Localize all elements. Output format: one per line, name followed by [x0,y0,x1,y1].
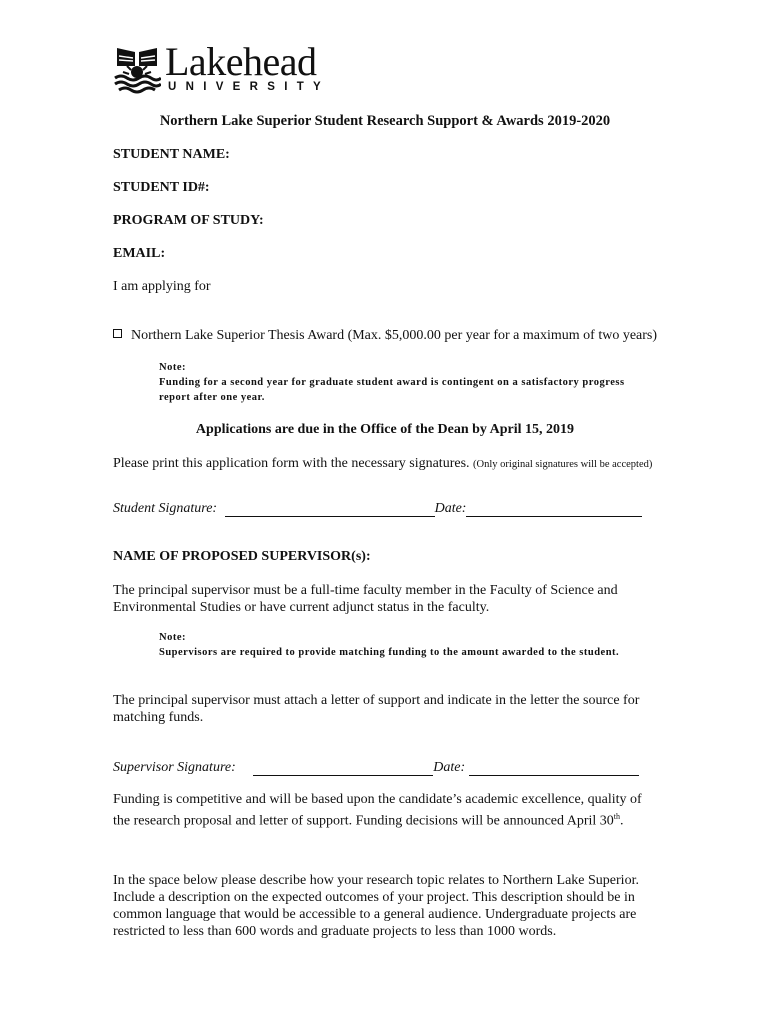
student-signature-label: Student Signature: [113,501,218,516]
award-option-label: Northern Lake Superior Thesis Award (Max. $5,000.00 per year for a maximum of two years) [131,328,658,343]
print-instruction-main: Please print this application form with the necessary signatures. [113,456,470,471]
award-option [113,327,673,344]
university-logo [113,39,333,98]
funding-superscript: th [613,812,621,821]
supervisor-signature-row [113,759,639,776]
supervisor-signature-line[interactable] [253,761,433,776]
funding-text: Funding is competitive and will be based upon the candidate’s academic excellence, quality of the research proposal and letter of support. Funding decisions will be announced April 30 [113,792,642,829]
supervisor-date-label: Date: [433,760,466,775]
email-label: EMAIL: [113,246,166,261]
supervisor-requirement: The principal supervisor must be a full-time faculty member in the Faculty of Science and Environmental Studies or have current adjunct status in the faculty. [113,583,618,615]
note-heading: Note: [159,362,186,373]
note-heading: Note: [159,632,186,643]
student-signature-line[interactable] [225,502,435,517]
note-matching-funding [159,630,639,660]
deadline-text: Applications are due in the Office of the Dean by April 15, 2019 [195,422,575,437]
note-second-year [159,360,639,405]
applying-for-text: I am applying for [113,279,211,294]
student-id-label: STUDENT ID#: [113,180,210,195]
note-body: Funding for a second year for graduate student award is contingent on a satisfactory progress report after one year. [159,377,625,403]
funding-statement [113,791,653,830]
note-body: Supervisors are required to provide matching funding to the amount awarded to the student. [159,647,620,658]
letter-requirement: The principal supervisor must attach a letter of support and indicate in the letter the source for matching funds. [113,693,640,725]
student-date-label: Date: [434,501,467,516]
crest-icon [113,44,161,94]
student-date-line[interactable] [466,502,642,517]
student-name-label: STUDENT NAME: [113,147,230,162]
description-instruction: In the space below please describe how your research topic relates to Northern Lake Superior. Include a description on the expected outcomes of your project. This description should be in common language that would be accessible to a general audience. Undergraduate projects are restricted to less than 600 words and graduate projects to less than 1000 words. [113,873,639,939]
supervisor-heading: NAME OF PROPOSED SUPERVISOR(s): [113,549,371,564]
page-title: Northern Lake Superior Student Research Support & Awards 2019-2020 [159,113,611,129]
award-checkbox[interactable] [113,329,122,338]
print-instruction [113,455,653,473]
print-instruction-aside: (Only original signatures will be accepted) [473,459,653,470]
student-signature-row [113,500,642,517]
logo-subtitle: UNIVERSITY [168,81,331,93]
supervisor-date-line[interactable] [469,761,639,776]
logo-wordmark: Lakehead [165,39,317,84]
supervisor-signature-label: Supervisor Signature: [113,760,236,775]
funding-end: . [620,813,624,829]
program-label: PROGRAM OF STUDY: [113,213,264,228]
